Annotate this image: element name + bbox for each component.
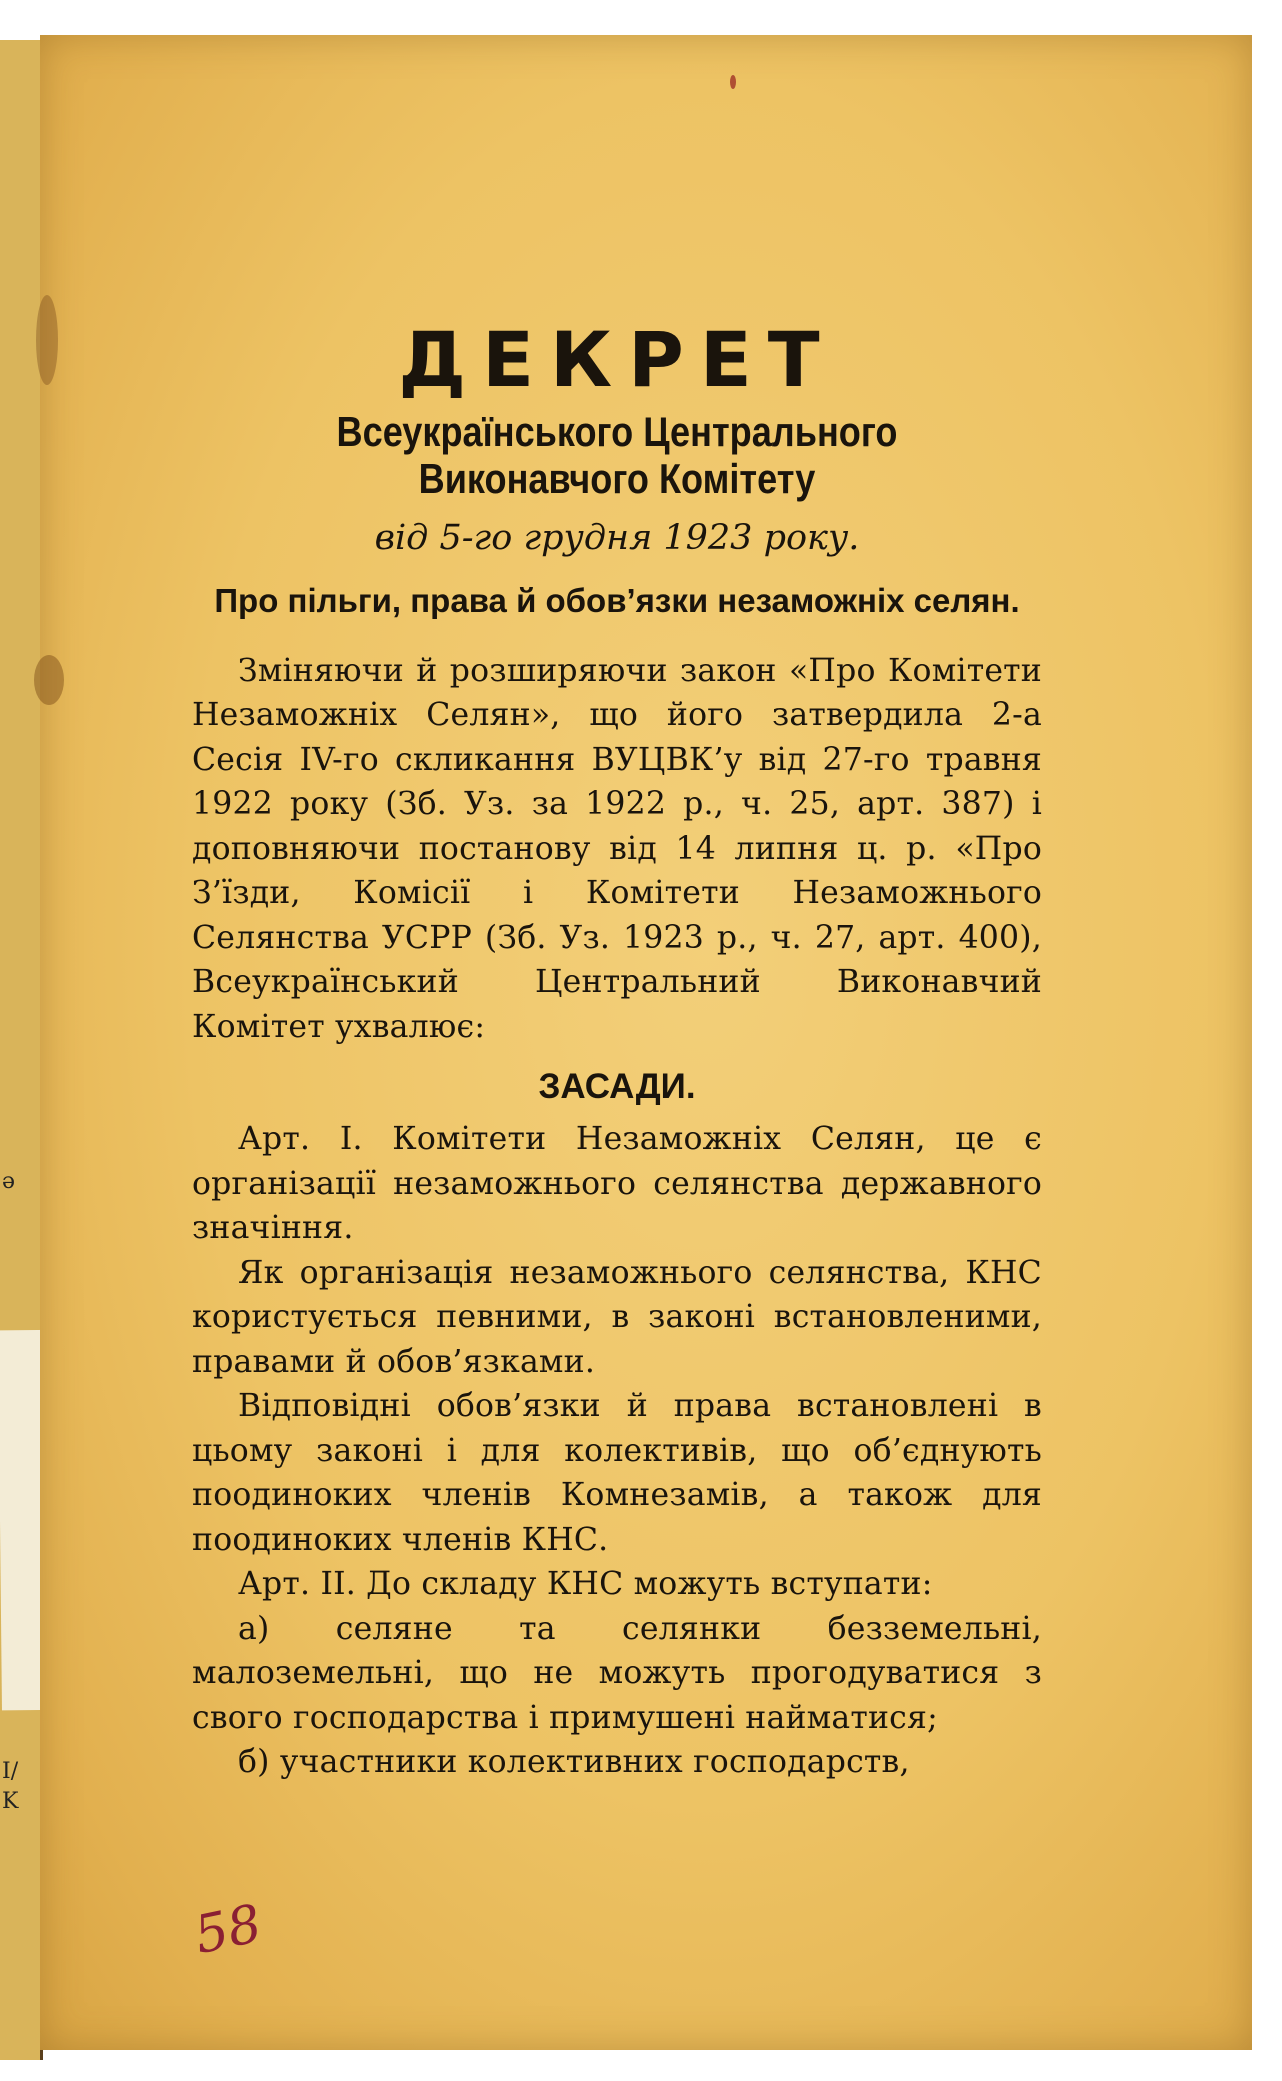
stain-mark — [36, 295, 58, 385]
issuer-title: Всеукраїнського Центрального Виконавчого Комітету — [336, 407, 898, 502]
list-item: б) участники колективних господарств, — [238, 1744, 910, 1781]
body-paragraph: Відповідні обов’язки й права встановлені в цьому законі і для колективів, що об’єднують поодиноких членів Комнезамів, а також для поодиноких членів КНС. — [192, 1388, 1042, 1558]
section-heading: ЗАСАДИ. — [538, 1067, 696, 1107]
decree-date: від 5-го грудня 1923 року. — [374, 517, 860, 558]
handwritten-page-number: 58 — [189, 1893, 267, 1967]
stain-mark — [730, 75, 736, 89]
body-paragraph: Арт. І. Комітети Незаможніх Селян, це є організації незаможнього селянства державного значіння. — [192, 1121, 1042, 1247]
body-paragraph: Арт. II. До складу КНС можуть вступати: — [238, 1566, 933, 1603]
decree-heading: ДЕКРЕТ — [398, 315, 836, 404]
decree-subject: Про пільги, права й обов’язки незаможніх селян. — [214, 581, 1020, 619]
edge-letter: I/ — [2, 1759, 19, 1784]
preamble-paragraph: Зміняючи й розширяючи закон «Про Комітети Незаможніх Селян», що його затвердила 2-а Сесія ІV-го скликання ВУЦВК’у від 27-го травня 1922 року (Зб. Уз. за 1922 р., ч. 25, арт. 387) і доповняючи постанову від 14 липня ц. р. «Про З’їзди, Комісії і Комітети Незаможнього Селянства УСРР (Зб. Уз. 1923 р., ч. 27, арт. 400), Всеукраїнський Центральний Виконавчий Комітет ухвалює: — [192, 652, 1042, 1045]
body-paragraph: Як організація незаможнього селянства, КНС користується певними, в законі встановленими, правами й обов’язками. — [192, 1254, 1042, 1380]
edge-letter: ə — [2, 1169, 16, 1194]
edge-letter: K — [2, 1789, 19, 1814]
document-content — [192, 315, 1042, 1785]
list-item: а) селяне та селянки безземельні, малоземельні, що не можуть прогодуватися з свого господарства і примушені найматися; — [192, 1610, 1042, 1736]
stain-mark — [34, 655, 64, 705]
